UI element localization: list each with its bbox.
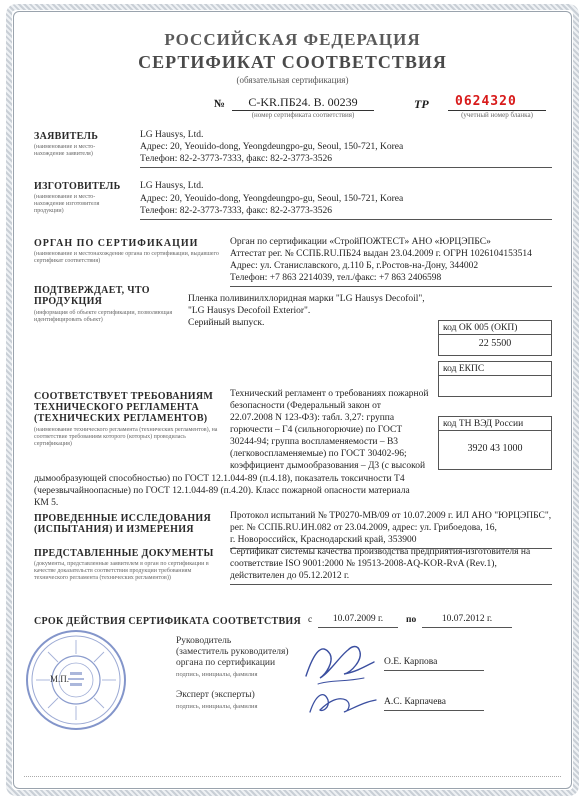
- compliance-line8: дымообразующей способностью) по ГОСТ 12.1.044-89 (п.4.18), показатель токсичности Т4: [34, 474, 405, 484]
- certification-body-label: ОРГАН ПО СЕРТИФИКАЦИИ: [34, 238, 199, 249]
- certificate-subtitle: (обязательная сертификация): [236, 75, 349, 85]
- compliance-line5: 30244-94; группа воспламеняемости – В3: [230, 437, 399, 447]
- validity-from-word: с: [308, 615, 313, 625]
- applicant-label: ЗАЯВИТЕЛЬ: [34, 131, 99, 142]
- compliance-line2: безопасности (Федеральный закон от: [230, 401, 381, 411]
- applicant-rule: [140, 167, 552, 168]
- applicant-phone: Телефон: 82-2-3773-7333, факс: 82-2-3773-3526: [140, 154, 332, 164]
- country-heading: РОССИЙСКАЯ ФЕДЕРАЦИЯ: [164, 30, 421, 49]
- head-caption: подпись, инициалы, фамилия: [176, 671, 258, 678]
- certification-body-line4: Телефон: +7 863 2214039, тел./факс: +7 863 2406598: [230, 273, 442, 283]
- okp-code-label: код ОК 005 (ОКП): [439, 321, 551, 335]
- head-name-rule: [384, 670, 484, 671]
- tests-line3: г. Новороссийск, Краснодарский край, 353900: [230, 535, 417, 545]
- head-label-1: Руководитель: [176, 636, 232, 646]
- expert-signature-icon: [306, 682, 380, 722]
- expert-label: Эксперт (эксперты): [176, 690, 255, 700]
- compliance-line1: Технический регламент о требованиях пожарной: [230, 389, 429, 399]
- compliance-label-1: СООТВЕТСТВУЕТ ТРЕБОВАНИЯМ: [34, 391, 214, 402]
- certificate-title: СЕРТИФИКАТ СООТВЕТСТВИЯ: [138, 52, 447, 72]
- number-sign: №: [214, 98, 226, 110]
- ekps-code-label: код ЕКПС: [439, 362, 551, 376]
- certification-body-line1: Орган по сертификации «СтройПОЖТЕСТ» АНО «ЮРЦЭПБС»: [230, 237, 491, 247]
- certification-body-sublabel: (наименование и местонахождение органа по сертификации, выдавшего сертификат соответствия): [34, 251, 219, 264]
- product-sublabel: (информация об объекте сертификации, позволяющая идентифицировать объект): [34, 310, 173, 323]
- tr-label: ТР: [414, 97, 429, 111]
- head-name: О.Е. Карпова: [384, 657, 438, 667]
- documents-rule: [230, 584, 552, 585]
- compliance-line6: (легковоспламеняемые) по ГОСТ 30402-96;: [230, 449, 407, 459]
- blank-number: 0624320: [455, 94, 517, 109]
- validity-to-rule: [422, 627, 512, 628]
- head-label-3: органа по сертификации: [176, 658, 276, 668]
- tnved-code-label: код ТН ВЭД России: [439, 417, 551, 431]
- applicant-sublabel: (наименование и место-нахождение заявителя): [34, 144, 96, 157]
- compliance-line4: горючести – Г4 (сильногорючие) по ГОСТ: [230, 425, 403, 435]
- tnved-code-box: [438, 416, 552, 470]
- expert-name: А.С. Карпачева: [384, 697, 446, 707]
- validity-to-date: 10.07.2012 г.: [441, 614, 493, 624]
- documents-line1: Сертификат системы качества производства предприятия-изготовителя на: [230, 547, 531, 557]
- compliance-line10: КМ 5.: [34, 498, 59, 508]
- validity-to-word: по: [406, 615, 417, 625]
- certification-body-rule: [230, 286, 552, 287]
- product-line1: Пленка поливинилхлоридная марки "LG Hausys Decofoil",: [188, 294, 425, 304]
- manufacturer-name: LG Hausys, Ltd.: [140, 181, 204, 191]
- number-caption: (номер сертификата соответствия): [251, 111, 355, 119]
- stamp-mark-mp: М.П.: [50, 674, 70, 684]
- documents-sublabel: (документы, представленные заявителем в орган по сертификации в качестве доказательств соответствия продукции требованиям технического регламента (технических регламентов)): [34, 561, 209, 581]
- compliance-line3: 22.07.2008 N 123-ФЗ): табл. 3,27: группа: [230, 413, 395, 423]
- compliance-sublabel: (наименование технического регламента (технических регламентов), на соответствие требованиям которого (которых) проводилась сертификация): [34, 427, 218, 447]
- certification-seal: [24, 628, 128, 732]
- product-label-1: ПОДТВЕРЖДАЕТ, ЧТО: [34, 285, 150, 296]
- product-line2: "LG Hausys Decofoil Exterior".: [188, 306, 311, 316]
- compliance-label-2: ТЕХНИЧЕСКОГО РЕГЛАМЕНТА: [34, 402, 200, 413]
- manufacturer-sublabel: (наименование и место-нахождение изготовителя продукции): [34, 194, 100, 214]
- documents-label: ПРЕДСТАВЛЕННЫЕ ДОКУМЕНТЫ: [34, 548, 214, 559]
- compliance-label-3: (ТЕХНИЧЕСКИХ РЕГЛАМЕНТОВ): [34, 413, 208, 424]
- manufacturer-phone: Телефон: 82-2-3773-7333, факс: 82-2-3773-3526: [140, 206, 332, 216]
- documents-line2: соответствие ISO 9001:2000 № 19513-2008-AQ-KOR-RvA (Rev.1),: [230, 559, 497, 569]
- compliance-line9: (черезвычайноопасные) по ГОСТ 12.1.044-89 (п.4.20). Класс пожарной опасности материала: [34, 486, 410, 496]
- tests-line1: Протокол испытаний № ТР0270-МВ/09 от 10.07.2009 г. ИЛ АНО "ЮРЦЭПБС",: [230, 511, 552, 521]
- certification-body-line3: Адрес: ул. Станиславского, д.110 Б, г.Ростов-на-Дону, 344002: [230, 261, 479, 271]
- validity-label: СРОК ДЕЙСТВИЯ СЕРТИФИКАТА СООТВЕТСТВИЯ: [34, 616, 302, 627]
- head-label-2: (заместитель руководителя): [176, 647, 289, 657]
- okp-code-box: [438, 320, 552, 356]
- product-line3: Серийный выпуск.: [188, 318, 265, 328]
- applicant-address: Адрес: 20, Yeouido-dong, Yeongdeungpo-gu, Seoul, 150-721, Korea: [140, 142, 404, 152]
- expert-caption: подпись, инициалы, фамилия: [176, 703, 258, 710]
- compliance-line7: коэффициент дымообразования – Д3 (с высокой: [230, 461, 426, 471]
- certification-body-line2: Аттестат рег. № ССПБ.RU.ПБ24 выдан 23.04.2009 г. ОГРН 1026104153514: [230, 249, 532, 259]
- validity-from-rule: [318, 627, 398, 628]
- blank-caption: (учетный номер бланка): [461, 111, 533, 119]
- manufacturer-address: Адрес: 20, Yeouido-dong, Yeongdeungpo-gu, Seoul, 150-721, Korea: [140, 194, 404, 204]
- tests-label-2: (ИСПЫТАНИЯ) И ИЗМЕРЕНИЯ: [34, 524, 194, 535]
- okp-code-value: 22 5500: [478, 338, 512, 349]
- applicant-name: LG Hausys, Ltd.: [140, 130, 204, 140]
- tests-line2: рег. № ССПБ.RU.ИН.082 от 23.04.2009, адрес: ул. Грибоедова, 16,: [230, 523, 497, 533]
- tests-label-1: ПРОВЕДЕННЫЕ ИССЛЕДОВАНИЯ: [34, 513, 212, 524]
- expert-name-rule: [384, 710, 484, 711]
- documents-line3: действителен до 05.12.2012 г.: [230, 571, 350, 581]
- product-label-2: ПРОДУКЦИЯ: [34, 296, 103, 307]
- manufacturer-rule: [140, 219, 552, 220]
- tnved-code-value: 3920 43 1000: [467, 443, 523, 454]
- ekps-code-box: [438, 361, 552, 397]
- validity-from-date: 10.07.2009 г.: [332, 614, 384, 624]
- ekps-code-value: [439, 376, 551, 379]
- certificate-number: C-KR.ПБ24. В. 00239: [248, 95, 358, 109]
- footer-microtext-line: [24, 776, 561, 777]
- manufacturer-label: ИЗГОТОВИТЕЛЬ: [34, 181, 121, 192]
